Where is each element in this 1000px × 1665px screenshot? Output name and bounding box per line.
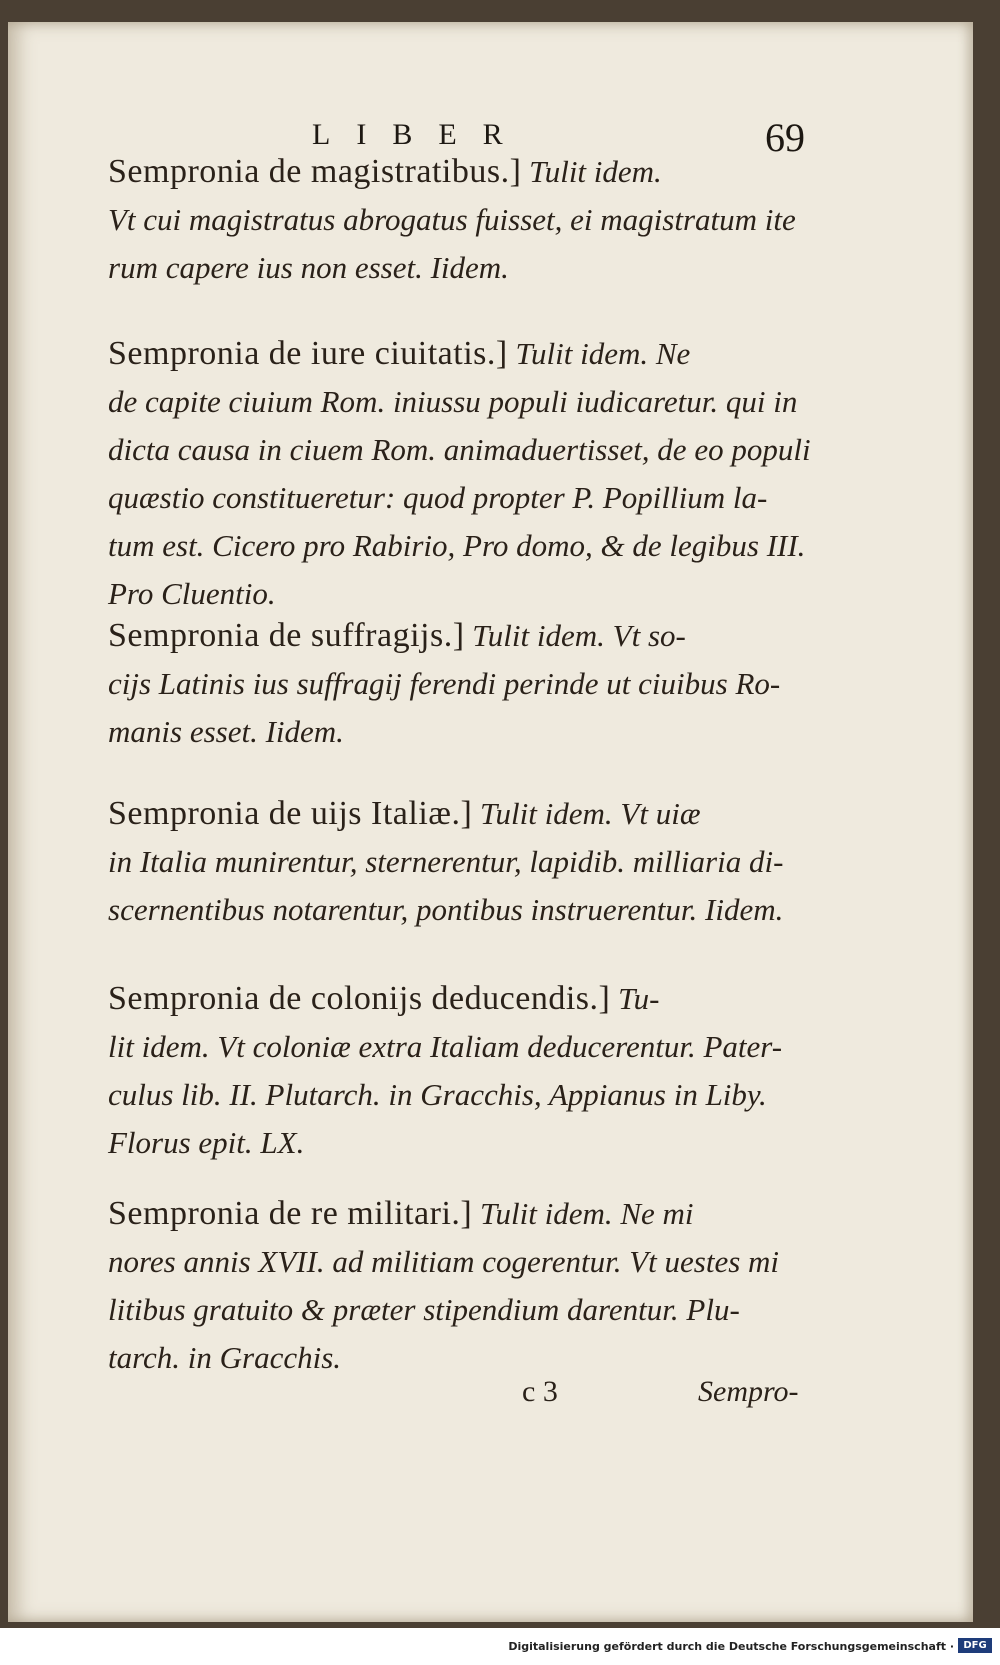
- entry-text: Tulit idem. Vt uiæ: [480, 796, 701, 831]
- entry-line: in Italia munirentur, sternerentur, lapidib. milliaria di-: [108, 844, 784, 879]
- entry-line: nores annis XVII. ad militiam cogerentur. Vt uestes mi: [108, 1244, 780, 1279]
- catchword: Sempro-: [698, 1375, 799, 1408]
- entry-line: lit idem. Vt coloniæ extra Italiam deducerentur. Pater-: [108, 1029, 783, 1064]
- entry-heading: Sempronia de uijs Italiæ.]: [108, 795, 473, 832]
- page-footer: [0, 1375, 1000, 1415]
- page-number: 69: [765, 115, 805, 160]
- entry-uiis-italiae: [108, 790, 838, 934]
- running-head: LIBER: [312, 118, 529, 151]
- entry-heading: Sempronia de suffragijs.]: [108, 617, 465, 654]
- entry-heading: Sempronia de re militari.]: [108, 1195, 473, 1232]
- entry-line: de capite ciuium Rom. iniussu populi iudicaretur. qui in: [108, 384, 798, 419]
- entry-suffragiis: [108, 612, 838, 756]
- entry-line: culus lib. II. Plutarch. in Gracchis, Appianus in Liby.: [108, 1077, 767, 1112]
- entry-iure-ciuitatis: [108, 330, 838, 618]
- entry-line: tarch. in Gracchis.: [108, 1340, 342, 1375]
- entry-text: Tulit idem.: [529, 154, 662, 189]
- signature-mark: c 3: [522, 1375, 558, 1408]
- entry-heading: Sempronia de magistratibus.]: [108, 153, 522, 190]
- entry-line: tum est. Cicero pro Rabirio, Pro domo, & de legibus III.: [108, 528, 806, 563]
- entry-line: dicta causa in ciuem Rom. animaduertisset, de eo populi: [108, 432, 811, 467]
- entry-magistratibus: [108, 148, 838, 292]
- entry-re-militari: [108, 1190, 838, 1382]
- dfg-logo: DFG: [958, 1638, 992, 1653]
- entry-line: cijs Latinis ius suffragij ferendi perinde ut ciuibus Ro-: [108, 666, 781, 701]
- entry-line: litibus gratuito & præter stipendium darentur. Plu-: [108, 1292, 740, 1327]
- entry-line: Vt cui magistratus abrogatus fuisset, ei magistratum ite: [108, 202, 796, 237]
- entry-heading: Sempronia de colonijs deducendis.]: [108, 980, 611, 1017]
- credit-bar: [0, 1630, 1000, 1665]
- entry-text: Tulit idem. Vt so-: [472, 618, 686, 653]
- funding-credit: Digitalisierung gefördert durch die Deutsche Forschungsgemeinschaft ·: [508, 1640, 954, 1653]
- entry-text: Tu-: [618, 981, 660, 1016]
- entry-line: Florus epit. LX.: [108, 1125, 305, 1160]
- entry-line: Pro Cluentio.: [108, 576, 276, 611]
- entry-line: quæstio constitueretur: quod propter P. Popillium la-: [108, 480, 768, 515]
- entry-line: manis esset. Iidem.: [108, 714, 344, 749]
- entry-line: scernentibus notarentur, pontibus instruerentur. Iidem.: [108, 892, 784, 927]
- entry-line: rum capere ius non esset. Iidem.: [108, 250, 509, 285]
- entry-coloniis: [108, 975, 838, 1167]
- entry-heading: Sempronia de iure ciuitatis.]: [108, 335, 508, 372]
- entry-text: Tulit idem. Ne: [515, 336, 691, 371]
- entry-text: Tulit idem. Ne mi: [479, 1196, 694, 1231]
